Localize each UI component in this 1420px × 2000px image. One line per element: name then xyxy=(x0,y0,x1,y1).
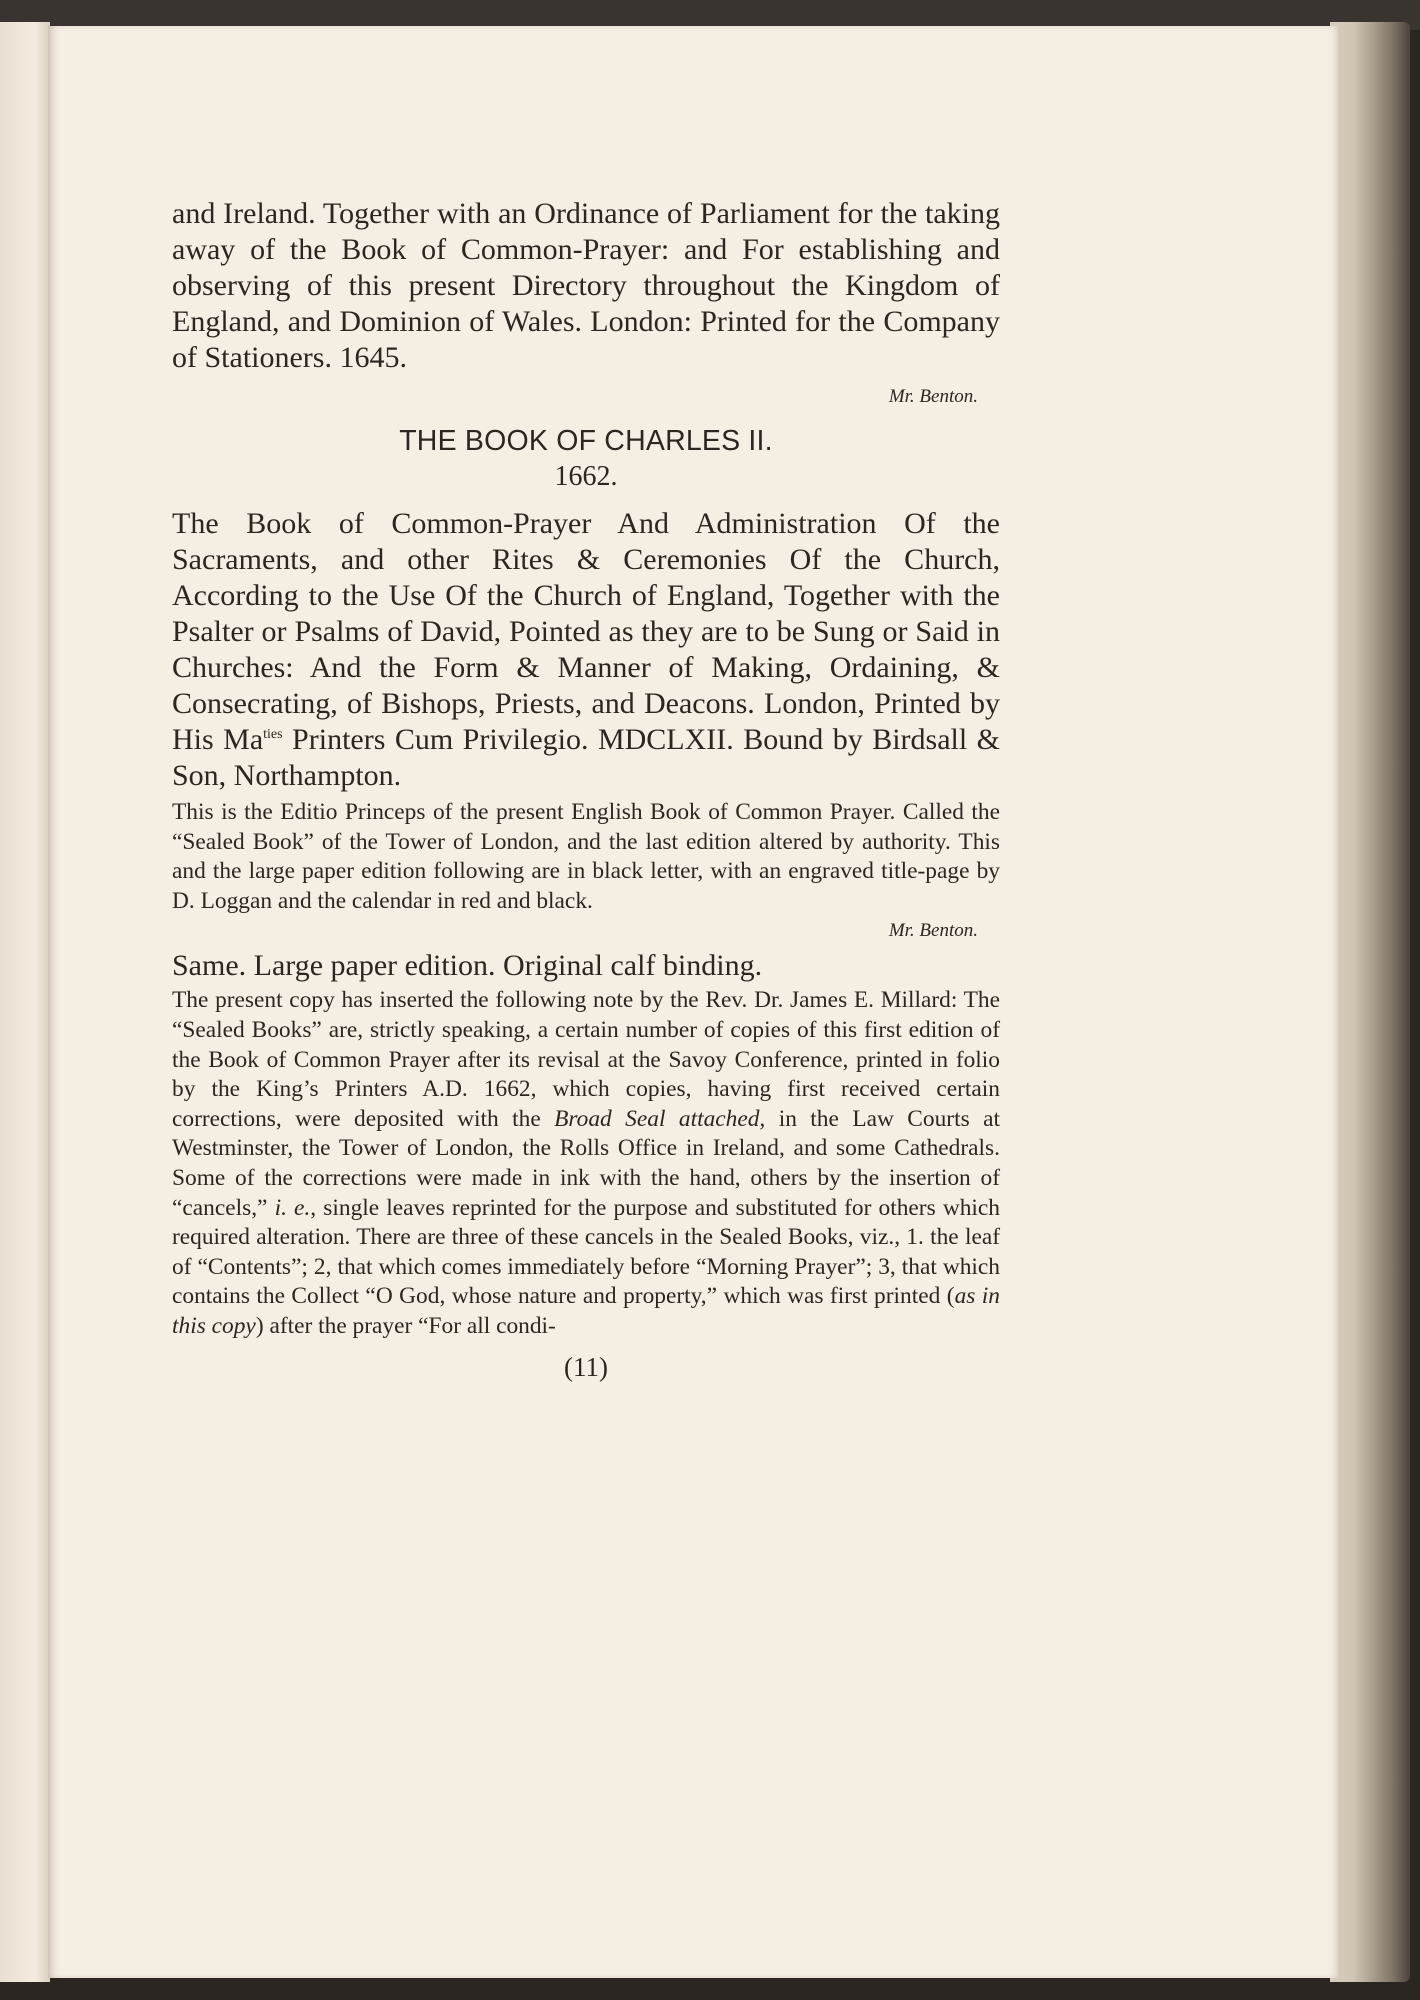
attribution-benton-1: Mr. Benton. xyxy=(888,386,978,407)
attribution-benton-2: Mr. Benton. xyxy=(888,920,978,942)
paragraph-ordinance: and Ireland. Together with an Ordinance of Parliament for the taking away of the Book of Common-Prayer: and For establishing and observing of this present Directory throughout the Kingdom of England, and Dominion of Wales. London: Printed for the Company of Stationers. 1645. xyxy=(172,197,1000,374)
note-part-c: , single leaves reprinted for the purpose and substituted for others which required alteration. There are three of these cancels in the Sealed Books, viz., 1. the leaf of “Contents”; 2, that which comes immediately before “Morning Prayer”; 3, that which contains the Collect “O God, whose nature and property,” which was first printed ( xyxy=(172,1194,1000,1310)
note-this-copy: as in this copy xyxy=(172,1283,1001,1339)
section-heading: THE BOOK OF CHARLES II. xyxy=(399,425,773,457)
note-part-d: ) after the prayer “For all condi- xyxy=(255,1312,556,1339)
paragraph-millard-note xyxy=(172,986,1000,1341)
note-broad-seal: Broad Seal attached, xyxy=(554,1105,766,1132)
facing-page-edge xyxy=(0,22,50,1982)
note-part-a: The present copy has inserted the following note by the Rev. Dr. James E. Millard: The “Sealed Books” are, strictly speaking, a certain number of copies of this first edition of the Book of Common Prayer after its revisal at the Savoy Conference, printed in folio by the King’s Printers A.D. 1662, which copies, having first received certain corrections, were deposited with the xyxy=(172,987,1000,1132)
paragraph-same: Same. Large paper edition. Original calf binding. xyxy=(172,949,763,983)
book-page xyxy=(48,26,1338,1978)
superscript-ties: ties xyxy=(263,727,283,742)
page-edges xyxy=(1330,22,1410,1982)
paragraph-editio-princeps: This is the Editio Princeps of the present English Book of Common Prayer. Called the “Sealed Book” of the Tower of London, and the last edition altered by authority. This and the large paper edition following are in black letter, with an engraved title-page by D. Loggan and the calendar in red and black. xyxy=(172,799,1000,914)
book-title-part-b: Printers Cum Privilegio. MDCLXII. Bound by Birdsall & Son, Northampton. xyxy=(172,723,1000,792)
book-title-part-a: The Book of Common-Prayer And Administration Of the Sacraments, and other Rites & Ceremonies Of the Church, According to the Use Of the Church of England, Together with the Psalter or Psalms of David, Pointed as they are to be Sung or Said in Churches: And the Form & Manner of Making, Ordaining, & Consecrating, of Bishops, Priests, and Deacons. London, Printed by His Ma xyxy=(172,507,1000,756)
note-part-b: in the Law Courts at Westminster, the Tower of London, the Rolls Office in Ireland, and some Cathedrals. Some of the corrections were made in ink with the hand, others by the insertion of “cancels,” xyxy=(172,1105,1000,1221)
text-block xyxy=(172,196,1000,1382)
note-ie: i. e. xyxy=(274,1194,311,1221)
paragraph-book-title xyxy=(172,506,1000,794)
section-year: 1662. xyxy=(554,461,618,492)
page-number: (11) xyxy=(564,1351,608,1382)
